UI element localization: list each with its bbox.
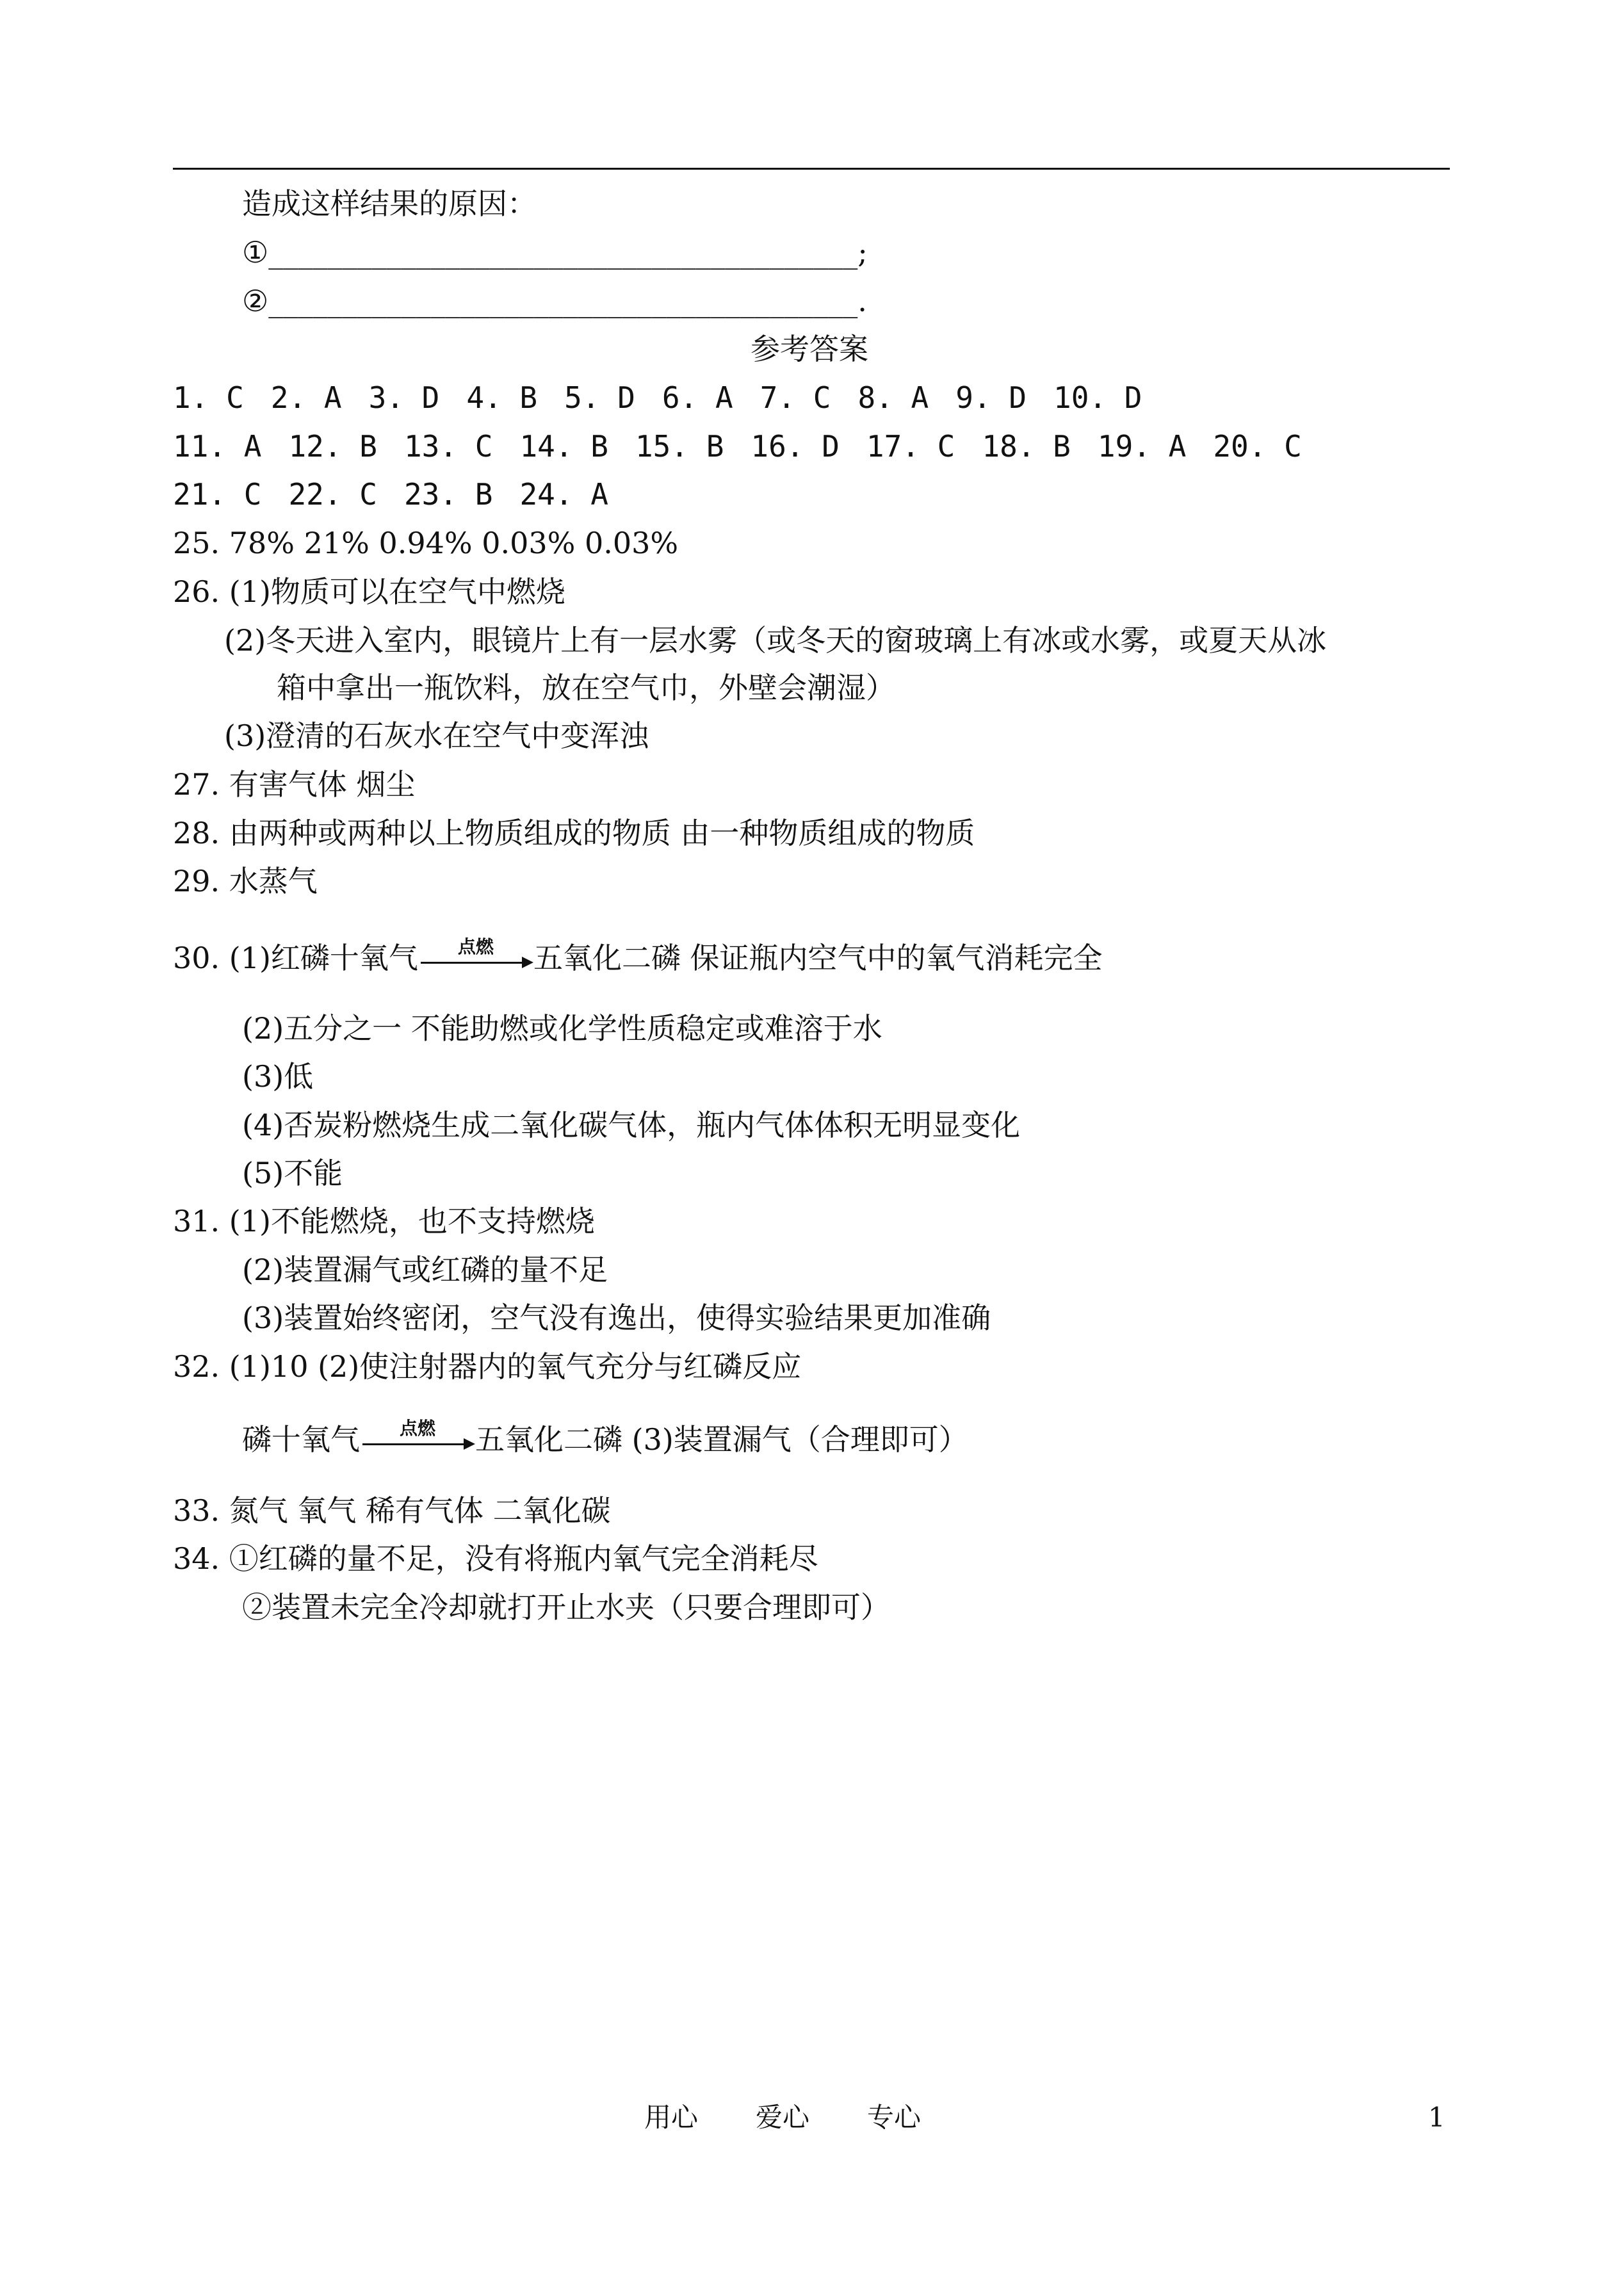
answer: 4. B	[466, 380, 538, 415]
answer: 17. C	[866, 429, 955, 464]
reaction-condition: 点燃	[457, 936, 494, 957]
answer: 24. A	[519, 477, 608, 512]
footer-motto-1: 用心	[644, 2102, 699, 2133]
answer-26-3: (3)澄清的石灰水在空气中变浑浊	[224, 718, 649, 753]
answer-25: 25. 78% 21% 0.94% 0.03% 0.03%	[173, 526, 679, 560]
blank-item-1: ①________________________________________;	[242, 235, 868, 270]
equation-reactants: 30. (1)红磷十氧气	[173, 941, 418, 975]
reaction-arrow	[360, 1418, 475, 1457]
answers-row-3	[173, 476, 635, 512]
answer-31-1: 31. (1)不能燃烧，也不支持燃烧	[173, 1204, 595, 1238]
reaction-arrow	[418, 936, 533, 976]
answer-26-1: 26. (1)物质可以在空气中燃烧	[173, 574, 565, 609]
answer: 2. A	[270, 380, 342, 415]
answer-30-3: (3)低	[242, 1059, 314, 1094]
footer-motto-2: 爱心	[756, 2102, 810, 2133]
answer: 9. D	[955, 380, 1027, 415]
answer-32-2	[242, 1418, 968, 1457]
answer: 22. C	[288, 477, 377, 512]
answer: 3. D	[368, 380, 440, 415]
answer: 6. A	[662, 380, 733, 415]
blank-intro: 造成这样结果的原因：	[242, 186, 537, 221]
answer-30-1	[173, 936, 1103, 976]
arrow-shaft	[421, 962, 524, 964]
answer: 20. C	[1213, 429, 1302, 464]
arrow-head-icon	[464, 1438, 475, 1450]
equation-products: 五氧化二磷 保证瓶内空气中的氧气消耗完全	[533, 941, 1103, 975]
answer: 19. A	[1097, 429, 1187, 464]
answer-26-2-line2: 箱中拿出一瓶饮料，放在空气巾，外壁会潮湿）	[277, 670, 895, 705]
answer-30-5: (5)不能	[242, 1156, 343, 1190]
answers-row-1	[173, 380, 1169, 416]
reaction-condition: 点燃	[399, 1418, 435, 1439]
arrow-shaft	[362, 1443, 466, 1445]
answer-31-2: (2)装置漏气或红磷的量不足	[242, 1253, 608, 1287]
answer: 14. B	[519, 429, 608, 464]
answer-30-4: (4)否炭粉燃烧生成二氧化碳气体，瓶内气体体积无明显变化	[242, 1108, 1021, 1142]
answer: 5. D	[564, 380, 635, 415]
answer-34-1: 34. ①红磷的量不足，没有将瓶内氧气完全消耗尽	[173, 1541, 818, 1576]
answer: 8. A	[857, 380, 929, 415]
answer-26-2-line1: (2)冬天进入室内，眼镜片上有一层水雾（或冬天的窗玻璃上有冰或水雾，或夏天从冰	[224, 623, 1327, 658]
answer: 7. C	[759, 380, 831, 415]
answer-30-2: (2)五分之一 不能助燃或化学性质稳定或难溶于水	[242, 1011, 882, 1046]
answer: 11. A	[173, 429, 262, 464]
answer: 16. D	[751, 429, 840, 464]
answer-29: 29. 水蒸气	[173, 864, 318, 898]
header-rule	[173, 168, 1450, 170]
answer-28: 28. 由两种或两种以上物质组成的物质 由一种物质组成的物质	[173, 816, 975, 850]
answer: 10. D	[1053, 380, 1142, 415]
page-title: 参考答案	[751, 332, 868, 366]
arrow-head-icon	[522, 957, 533, 968]
equation-products: 五氧化二磷 (3)装置漏气（合理即可）	[475, 1422, 968, 1457]
equation-reactants: 磷十氧气	[242, 1422, 360, 1457]
answer-32-1: 32. (1)10 (2)使注射器内的氧气充分与红磷反应	[173, 1349, 802, 1384]
answer: 15. B	[635, 429, 724, 464]
page-number: 1	[1428, 2102, 1445, 2133]
footer-motto-3: 专心	[867, 2102, 922, 2133]
answer-34-2: ②装置未完全冷却就打开止水夹（只要合理即可）	[242, 1590, 890, 1625]
answer: 23. B	[403, 477, 493, 512]
answer: 18. B	[982, 429, 1071, 464]
answer-27: 27. 有害气体 烟尘	[173, 767, 416, 802]
answer: 21. C	[173, 477, 262, 512]
answer-31-3: (3)装置始终密闭，空气没有逸出，使得实验结果更加准确	[242, 1301, 991, 1335]
answer: 1. C	[173, 380, 244, 415]
answer-33: 33. 氮气 氧气 稀有气体 二氧化碳	[173, 1493, 611, 1528]
blank-item-2: ②________________________________________.	[242, 284, 867, 318]
answers-row-2	[173, 428, 1329, 464]
answer: 12. B	[288, 429, 377, 464]
answer: 13. C	[403, 429, 493, 464]
